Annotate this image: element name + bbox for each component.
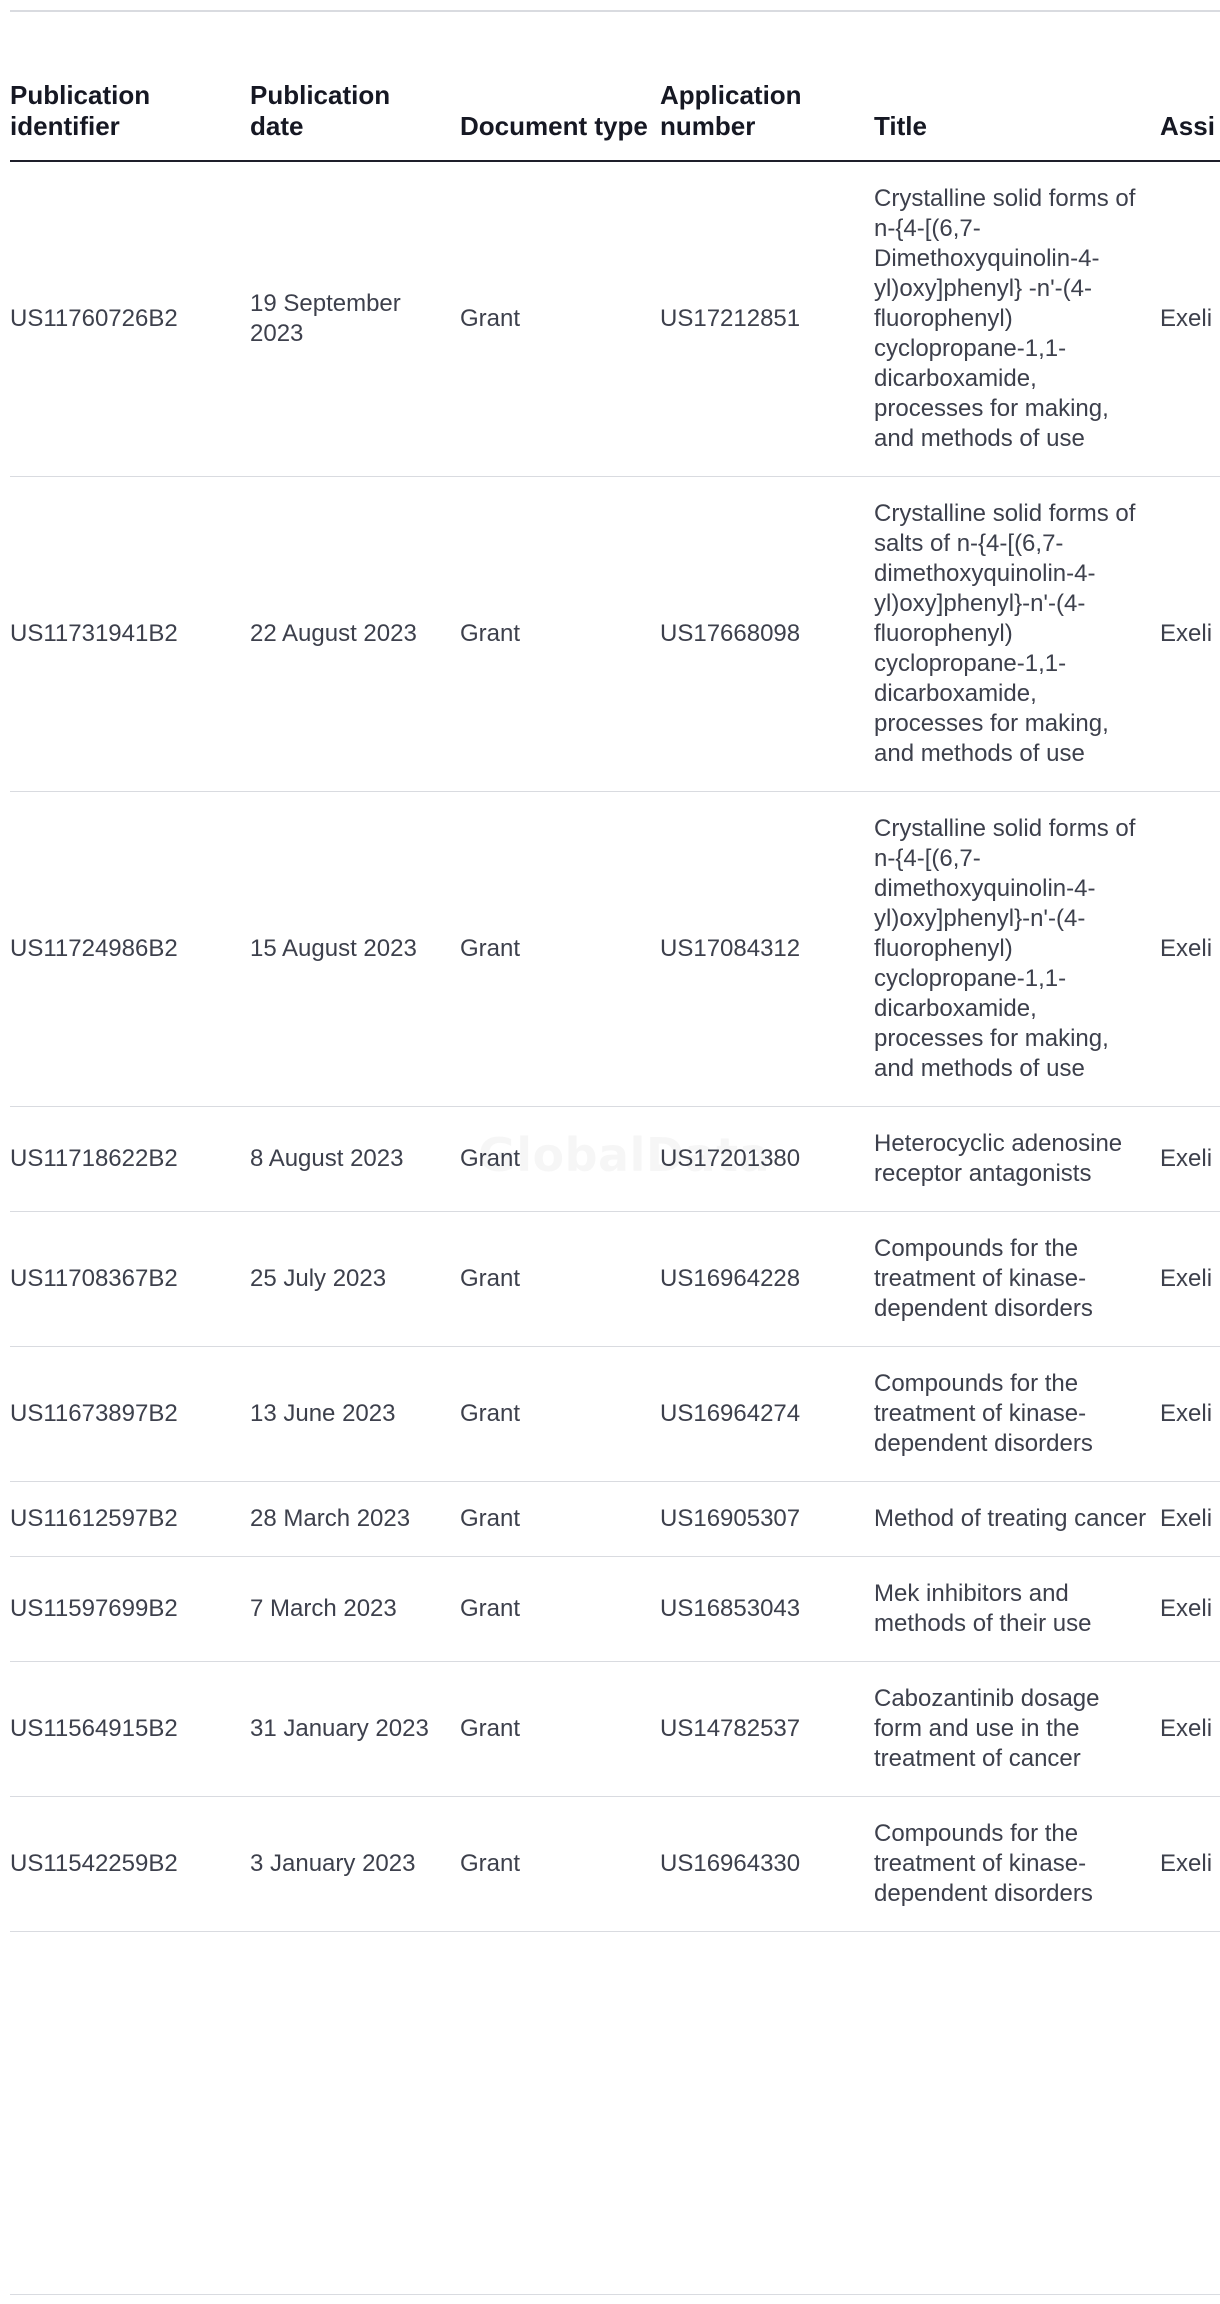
column-header-title: Title [874,80,1160,161]
document-type-cell: Grant [460,1107,660,1212]
table-row [10,477,1220,792]
title-cell: Mek inhibitors and methods of their use [874,1557,1160,1662]
publication-date-cell: 31 January 2023 [250,1662,460,1797]
publication-identifier-cell: US11718622B2 [10,1107,250,1212]
title-cell: Method of treating cancer [874,1482,1160,1557]
table-row [10,1557,1220,1662]
title-cell: Compounds for the treatment of kinase-dependent disorders [874,1797,1160,1932]
title-cell: Compounds for the treatment of kinase-dependent disorders [874,1347,1160,1482]
assignee-cell: Exeli [1160,477,1220,792]
publication-date-cell: 13 June 2023 [250,1347,460,1482]
publication-date-cell: 19 September 2023 [250,161,460,477]
document-type-cell: Grant [460,161,660,477]
top-divider [10,10,1220,12]
application-number-cell: US16964330 [660,1797,874,1932]
table-row [10,1107,1220,1212]
assignee-cell: Exeli [1160,792,1220,1107]
patents-table [10,80,1220,1932]
publication-date-cell: 7 March 2023 [250,1557,460,1662]
publication-identifier-cell: US11542259B2 [10,1797,250,1932]
table-row [10,1482,1220,1557]
assignee-cell: Exeli [1160,1662,1220,1797]
application-number-cell: US16964228 [660,1212,874,1347]
publication-date-cell: 25 July 2023 [250,1212,460,1347]
publication-identifier-cell: US11564915B2 [10,1662,250,1797]
title-cell: Crystalline solid forms of salts of n-{4-[(6,7-dimethoxyquinolin-4-yl)oxy]phenyl}-n'-(4-fluorophenyl) cyclopropane-1,1-dicarboxamide, processes for making, and methods of use [874,477,1160,792]
column-header-publication-identifier: Publication identifier [10,80,250,161]
assignee-cell: Exeli [1160,1347,1220,1482]
publication-identifier-cell: US11731941B2 [10,477,250,792]
title-cell: Crystalline solid forms of n-{4-[(6,7-Dimethoxyquinolin-4-yl)oxy]phenyl} -n'-(4-fluorophenyl) cyclopropane-1,1-dicarboxamide, processes for making, and methods of use [874,161,1160,477]
publication-date-cell: 22 August 2023 [250,477,460,792]
title-cell: Cabozantinib dosage form and use in the treatment of cancer [874,1662,1160,1797]
assignee-cell: Exeli [1160,1107,1220,1212]
table-row [10,1212,1220,1347]
application-number-cell: US16905307 [660,1482,874,1557]
title-cell: Heterocyclic adenosine receptor antagonists [874,1107,1160,1212]
document-type-cell: Grant [460,1557,660,1662]
document-type-cell: Grant [460,477,660,792]
column-header-application-number: Application number [660,80,874,161]
document-type-cell: Grant [460,1482,660,1557]
assignee-cell: Exeli [1160,1557,1220,1662]
publication-identifier-cell: US11673897B2 [10,1347,250,1482]
table-row [10,1797,1220,1932]
table-row [10,792,1220,1107]
table-row [10,1662,1220,1797]
title-cell: Compounds for the treatment of kinase-dependent disorders [874,1212,1160,1347]
publication-identifier-cell: US11612597B2 [10,1482,250,1557]
publication-identifier-cell: US11760726B2 [10,161,250,477]
column-header-publication-date: Publication date [250,80,460,161]
column-header-assignee: Assi [1160,80,1220,161]
table-row [10,1347,1220,1482]
table-row [10,161,1220,477]
document-type-cell: Grant [460,1347,660,1482]
assignee-cell: Exeli [1160,161,1220,477]
document-type-cell: Grant [460,1662,660,1797]
application-number-cell: US14782537 [660,1662,874,1797]
application-number-cell: US17668098 [660,477,874,792]
assignee-cell: Exeli [1160,1482,1220,1557]
publication-date-cell: 3 January 2023 [250,1797,460,1932]
title-cell: Crystalline solid forms of n-{4-[(6,7-dimethoxyquinolin-4-yl)oxy]phenyl}-n'-(4-fluorophenyl) cyclopropane-1,1-dicarboxamide, processes for making, and methods of use [874,792,1160,1107]
column-header-document-type: Document type [460,80,660,161]
document-type-cell: Grant [460,1212,660,1347]
table-header-row [10,80,1220,161]
publication-identifier-cell: US11724986B2 [10,792,250,1107]
document-type-cell: Grant [460,1797,660,1932]
publication-identifier-cell: US11708367B2 [10,1212,250,1347]
application-number-cell: US16964274 [660,1347,874,1482]
publication-date-cell: 15 August 2023 [250,792,460,1107]
publication-identifier-cell: US11597699B2 [10,1557,250,1662]
application-number-cell: US17201380 [660,1107,874,1212]
application-number-cell: US17084312 [660,792,874,1107]
publication-date-cell: 8 August 2023 [250,1107,460,1212]
application-number-cell: US17212851 [660,161,874,477]
assignee-cell: Exeli [1160,1212,1220,1347]
application-number-cell: US16853043 [660,1557,874,1662]
assignee-cell: Exeli [1160,1797,1220,1932]
publication-date-cell: 28 March 2023 [250,1482,460,1557]
document-type-cell: Grant [460,792,660,1107]
bottom-divider [10,2294,1220,2295]
